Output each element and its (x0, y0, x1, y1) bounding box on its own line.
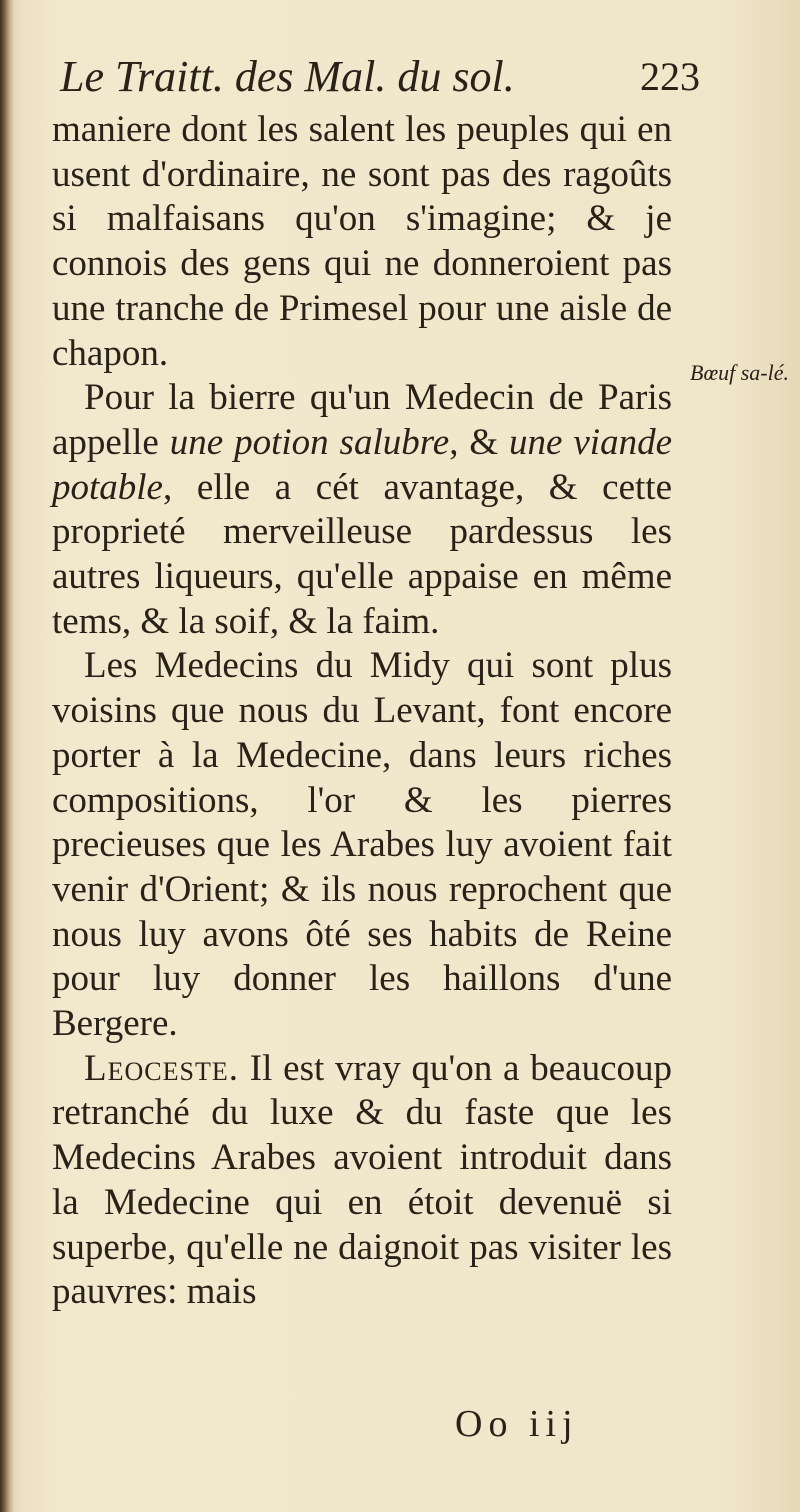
paragraph-2-text-c: , elle a cét avantage, & cette proprieté merveilleuse pardessus les autres liqueurs, qu'elle appaise en même tems, & la soif, & la faim. (52, 466, 672, 642)
page-number: 223 (640, 54, 700, 99)
paragraph-2 (52, 376, 672, 644)
body-text (52, 108, 672, 1315)
margin-note: Bœuf sa-lé. (690, 360, 789, 385)
paragraph-2-text-b: , & (449, 421, 510, 463)
paragraph-4-text: Il est vray qu'on a beaucoup retranché du luxe & du faste que les Medecins Arabes avoient introduit dans la Medecine qui en étoit devenuë si superbe, qu'elle ne daignoit pas visiter les pauvres: mais (52, 1047, 672, 1313)
quote-viande-potable: une viande potable (52, 421, 673, 508)
speaker-name: Leoceste. (84, 1047, 239, 1089)
paragraph-3: Les Medecins du Midy qui sont plus voisins que nous du Levant, font encore porter à la Medecine, dans leurs riches compositions, l'or & les pierres precieuses que les Arabes luy avoient fait venir d'Orient; & ils nous reprochent que nous luy avons ôté ses habits de Reine pour luy donner les haillons d'une Bergere. (52, 645, 672, 1045)
page-gutter (0, 0, 14, 1512)
page-header (60, 46, 700, 108)
signature-mark: Oo iij (455, 1403, 579, 1445)
paragraph-1: maniere dont les salent les peuples qui en usent d'ordinaire, ne sont pas des ragoûts si malfaisans qu'on s'imagine; & je connois des gens qui ne donneroient pas une tranche de Primesel pour une aisle de chapon. (52, 109, 672, 374)
paragraph-2-text-a: Pour la bierre qu'un Medecin de Paris appelle (52, 377, 672, 463)
quote-potion-salubre: une potion salubre (169, 421, 450, 463)
paragraph-4 (52, 1047, 672, 1315)
running-title: Le Traitt. des Mal. du sol. (60, 52, 515, 101)
